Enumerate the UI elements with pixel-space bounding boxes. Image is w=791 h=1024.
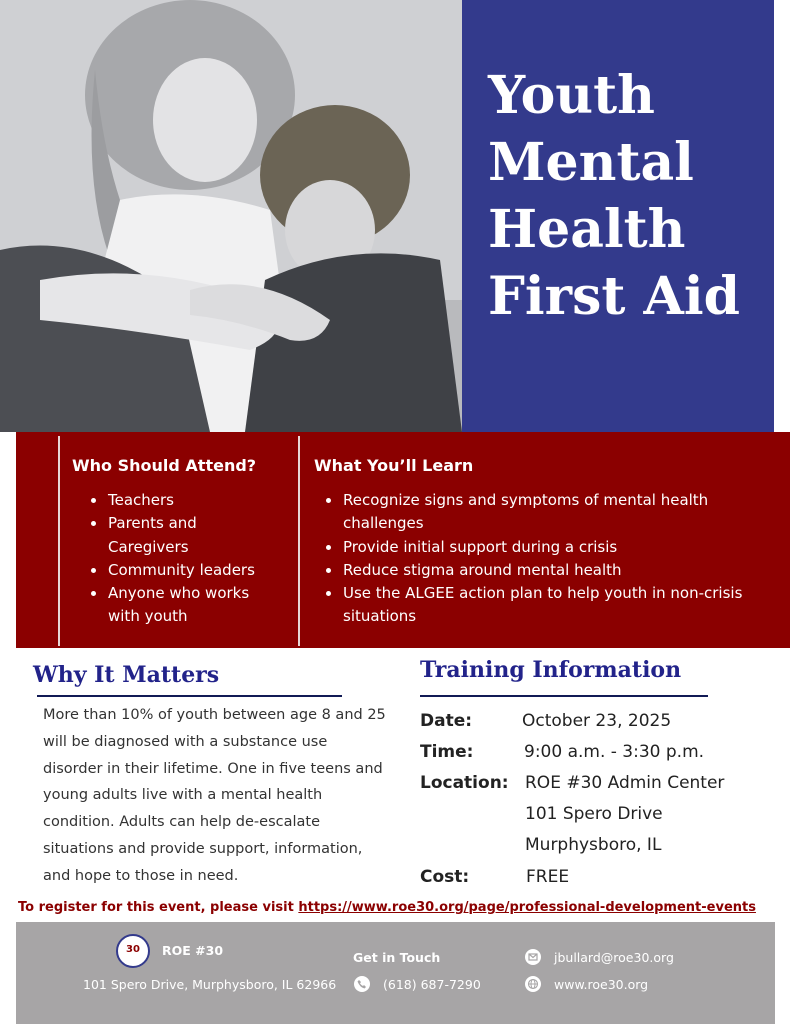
website-link[interactable]: www.roe30.org [554, 977, 649, 992]
email-icon [525, 949, 541, 965]
learn-item: Provide initial support during a crisis [323, 536, 773, 559]
attend-list [88, 489, 288, 629]
audience-learn-band [16, 432, 790, 648]
hero-photo [0, 0, 462, 432]
title-line-3: Health [488, 199, 686, 260]
location-label: Location: [420, 773, 509, 793]
cost-value: FREE [526, 867, 570, 887]
why-body: More than 10% of youth between age 8 and 25 will be diagnosed with a substance use disorder in their lifetime. One in five teens and young adults live with a mental health condition. Adults can help de-escalate situations and provide support, information, and hope to those in need. [43, 707, 386, 884]
time-label: Time: [420, 742, 474, 762]
register-text: To register for this event, please visit [18, 900, 299, 915]
phone-icon [354, 976, 370, 992]
learn-item: Use the ALGEE action plan to help youth in non-crisis situations [323, 582, 783, 629]
attend-item: Anyone who works with youth [88, 582, 268, 629]
org-name: ROE #30 [162, 943, 224, 958]
phone-number[interactable]: (618) 687-7290 [383, 977, 481, 992]
attend-item: Community leaders [88, 559, 288, 582]
title-line-1: Youth [488, 65, 655, 126]
cost-label: Cost: [420, 867, 470, 887]
org-address: 101 Spero Drive, Murphysboro, IL 62966 [83, 977, 337, 992]
location-line-3: Murphysboro, IL [525, 835, 662, 855]
training-heading: Training Information [420, 657, 682, 683]
attend-heading: Who Should Attend? [72, 456, 257, 475]
globe-icon [525, 976, 541, 992]
why-rule [37, 695, 342, 697]
title-line-2: Mental [488, 132, 694, 193]
org-logo [116, 934, 150, 968]
time-value: 9:00 a.m. - 3:30 p.m. [524, 742, 705, 762]
org-logo-text: 30 [126, 944, 140, 955]
attend-item: Parents and Caregivers [88, 512, 228, 559]
get-in-touch-label: Get in Touch [353, 950, 441, 965]
band-divider-left [58, 436, 60, 646]
attend-item: Teachers [88, 489, 288, 512]
learn-list [323, 489, 773, 629]
why-heading: Why It Matters [33, 662, 220, 688]
band-divider-middle [298, 436, 300, 646]
date-value: October 23, 2025 [522, 711, 672, 731]
learn-item: Recognize signs and symptoms of mental health challenges [323, 489, 743, 536]
location-line-1: ROE #30 Admin Center [525, 773, 725, 793]
register-line [18, 900, 756, 915]
footer [16, 922, 775, 1024]
location-line-2: 101 Spero Drive [525, 804, 663, 824]
learn-heading: What You’ll Learn [314, 456, 474, 475]
title-line-4: First Aid [488, 266, 740, 327]
training-rule [420, 695, 708, 697]
register-link[interactable]: https://www.roe30.org/page/professional-development-events [298, 900, 756, 915]
learn-item: Reduce stigma around mental health [323, 559, 773, 582]
title-panel [462, 0, 774, 432]
hero-photo-illustration [0, 0, 462, 432]
email-address[interactable]: jbullard@roe30.org [554, 950, 674, 965]
date-label: Date: [420, 711, 473, 731]
